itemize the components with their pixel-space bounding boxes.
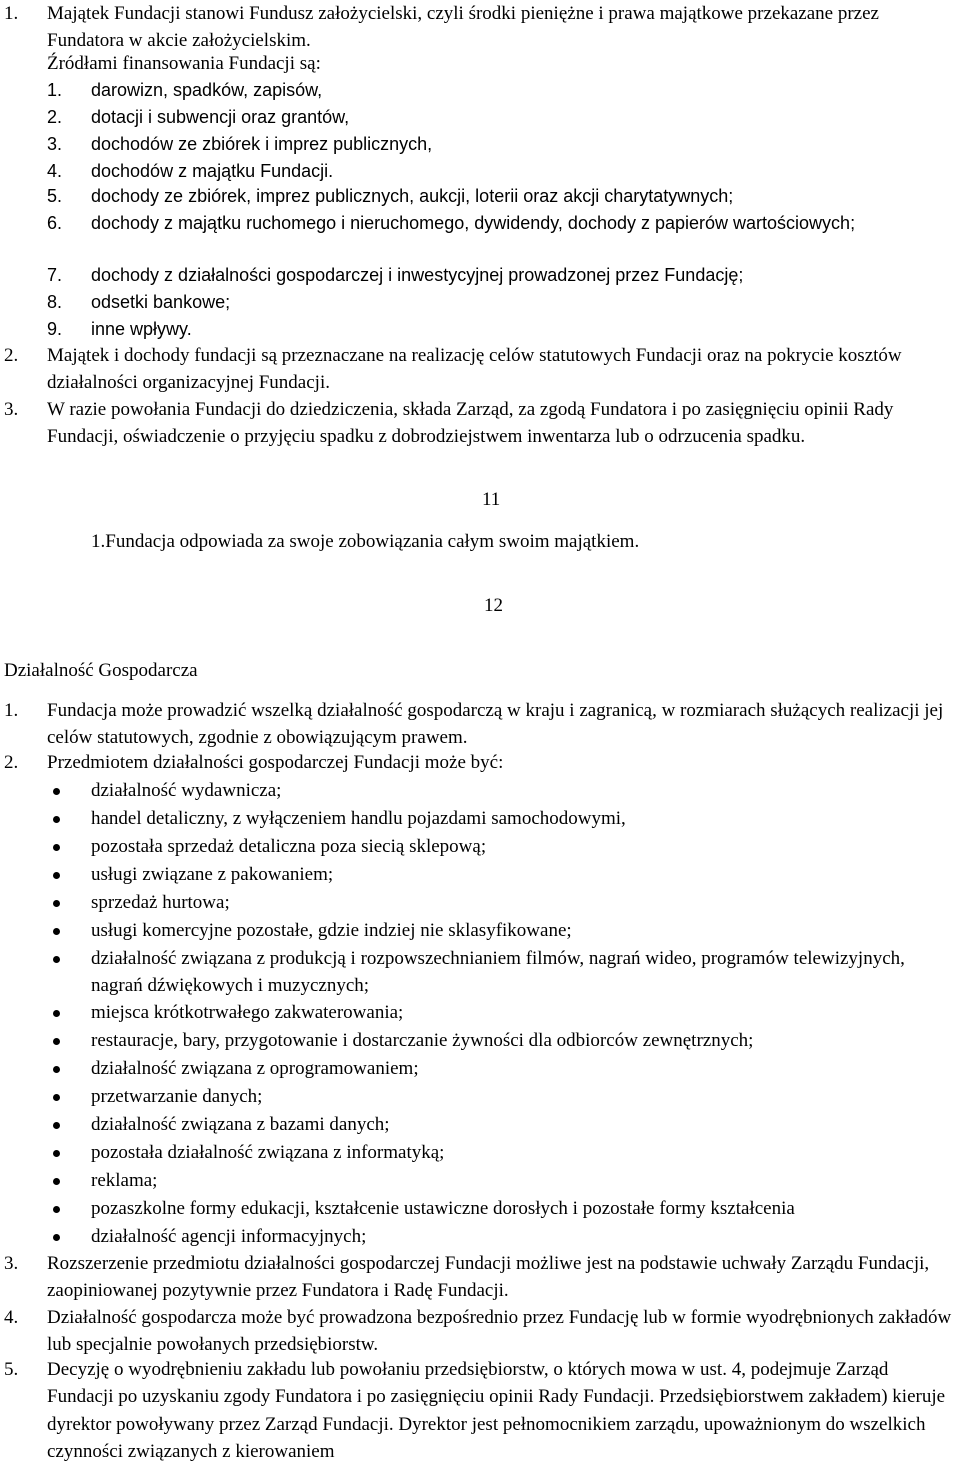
activity-text: działalność związana z produkcją i rozpowszechnianiem filmów, nagrań wideo, programów telewizyjnych, nagrań dźwiękowych i muzycznych; <box>91 948 905 997</box>
bullet-icon <box>53 1122 60 1129</box>
point-text: Przedmiotem działalności gospodarczej Fundacji może być: <box>47 752 504 773</box>
point-number: 2. <box>4 345 19 366</box>
activity-text: usługi związane z pakowaniem; <box>91 864 334 885</box>
source-number: 3. <box>47 134 63 154</box>
bullet-icon <box>53 1094 60 1101</box>
bullet-icon <box>53 788 60 795</box>
source-text: darowizn, spadków, zapisów, <box>91 80 323 100</box>
source-text: dochodów z majątku Fundacji. <box>91 161 334 181</box>
point-number: 5. <box>4 1359 19 1380</box>
bullet-icon <box>53 1178 60 1185</box>
point-text: W razie powołania Fundacji do dziedziczenia, składa Zarząd, za zgodą Fundatora i po zasięgnięciu opinii Rady Fundacji, oświadczenie o przyjęciu spadku z dobrodziejstwem inwentarza lub o odrzucenia spadku. <box>47 399 894 448</box>
activity-text: sprzedaż hurtowa; <box>91 892 230 913</box>
bullet-icon <box>53 1150 60 1157</box>
section-12-title: Działalność Gospodarcza <box>4 660 198 681</box>
point-number: 2. <box>4 752 19 773</box>
bullet-icon <box>53 872 60 879</box>
bullet-icon <box>53 928 60 935</box>
activity-text: działalność związana z bazami danych; <box>91 1114 390 1135</box>
source-number: 9. <box>47 319 63 339</box>
section-11-heading <box>476 486 500 513</box>
sources-intro-text: Źródłami finansowania Fundacji są: <box>47 53 321 74</box>
point-number: 3. <box>4 1253 19 1274</box>
section-heading-number: 12 <box>484 595 503 616</box>
source-number: 4. <box>47 161 63 181</box>
bullet-icon <box>53 1206 60 1213</box>
source-text: dochody z majątku ruchomego i nieruchomego, dywidendy, dochody z papierów wartościowych; <box>91 213 856 233</box>
activity-text: pozostała sprzedaż detaliczna poza siecią sklepową; <box>91 836 487 857</box>
activity-text: usługi komercyjne pozostałe, gdzie indziej nie sklasyfikowane; <box>91 920 572 941</box>
activity-text: restauracje, bary, przygotowanie i dostarczanie żywności dla odbiorców zewnętrznych; <box>91 1030 754 1051</box>
point-text: Działalność gospodarcza może być prowadzona bezpośrednio przez Fundację lub w formie wyodrębnionych zakładów lub specjalnie powołanych przedsiębiorstw. <box>47 1307 952 1356</box>
source-text: dochodów ze zbiórek i imprez publicznych, <box>91 134 433 154</box>
point-text: Fundacja może prowadzić wszelką działalność gospodarczą w kraju i zagranicą, w rozmiarach służących realizacji jej celów statutowych, zgodnie z obowiązującym prawem. <box>47 700 944 749</box>
source-number: 6. <box>47 213 63 233</box>
source-text: inne wpływy. <box>91 319 192 339</box>
bullet-icon <box>53 956 60 963</box>
activity-text: przetwarzanie danych; <box>91 1086 263 1107</box>
activity-text: pozostała działalność związana z informatyką; <box>91 1142 445 1163</box>
bullet-icon <box>53 1010 60 1017</box>
activity-text: reklama; <box>91 1170 158 1191</box>
section-11-text: 1.Fundacja odpowiada za swoje zobowiązania całym swoim majątkiem. <box>91 531 640 552</box>
bullet-icon <box>53 1038 60 1045</box>
source-number: 1. <box>47 80 63 100</box>
source-text: dotacji i subwencji oraz grantów, <box>91 107 350 127</box>
point-number: 1. <box>4 3 19 24</box>
point-number: 4. <box>4 1307 19 1328</box>
source-text: dochody z działalności gospodarczej i inwestycyjnej prowadzonej przez Fundację; <box>91 265 744 285</box>
activity-text: pozaszkolne formy edukacji, kształcenie ustawiczne dorosłych i pozostałe formy kształcenia <box>91 1198 795 1219</box>
point-number: 3. <box>4 399 19 420</box>
bullet-icon <box>53 844 60 851</box>
bullet-icon <box>53 1234 60 1241</box>
activity-text: działalność agencji informacyjnych; <box>91 1226 367 1247</box>
bullet-icon <box>53 1066 60 1073</box>
section-heading-number: 11 <box>482 489 501 510</box>
source-number: 2. <box>47 107 63 127</box>
point-text: Rozszerzenie przedmiotu działalności gospodarczej Fundacji możliwe jest na podstawie uchwały Zarządu Fundacji, zaopiniowanej pozytywnie przez Fundatora i Radę Fundacji. <box>47 1253 930 1302</box>
point-text: Decyzję o wyodrębnieniu zakładu lub powołaniu przedsiębiorstw, o których mowa w ust. 4, podejmuje Zarząd Fundacji po uzyskaniu zgody Fundatora i po zasięgnięciu opinii Rady Fundacji. Przedsiębiorstwem zakładem) kieruje dyrektor powoływany przez Zarząd Fundacji. Dyrektor jest pełnomocnikiem zarządu, upoważnionym do wszelkich czynności związanych z kierowaniem <box>47 1359 946 1462</box>
bullet-icon <box>53 900 60 907</box>
activity-text: działalność związana z oprogramowaniem; <box>91 1058 419 1079</box>
activity-text: handel detaliczny, z wyłączeniem handlu pojazdami samochodowymi, <box>91 808 626 829</box>
section-12-heading <box>478 592 503 619</box>
source-text: odsetki bankowe; <box>91 292 231 312</box>
point-text: Majątek i dochody fundacji są przeznaczane na realizację celów statutowych Fundacji oraz na pokrycie kosztów działalności organizacyjnej Fundacji. <box>47 345 902 394</box>
point-text: Majątek Fundacji stanowi Fundusz założycielski, czyli środki pieniężne i prawa majątkowe przekazane przez Fundatora w akcie założycielskim. <box>47 3 879 52</box>
source-number: 8. <box>47 292 63 312</box>
point-number: 1. <box>4 700 19 721</box>
source-number: 7. <box>47 265 63 285</box>
source-text: dochody ze zbiórek, imprez publicznych, aukcji, loterii oraz akcji charytatywnych; <box>91 186 734 206</box>
activity-text: miejsca krótkotrwałego zakwaterowania; <box>91 1002 404 1023</box>
source-number: 5. <box>47 186 63 206</box>
bullet-icon <box>53 816 60 823</box>
activity-text: działalność wydawnicza; <box>91 780 282 801</box>
